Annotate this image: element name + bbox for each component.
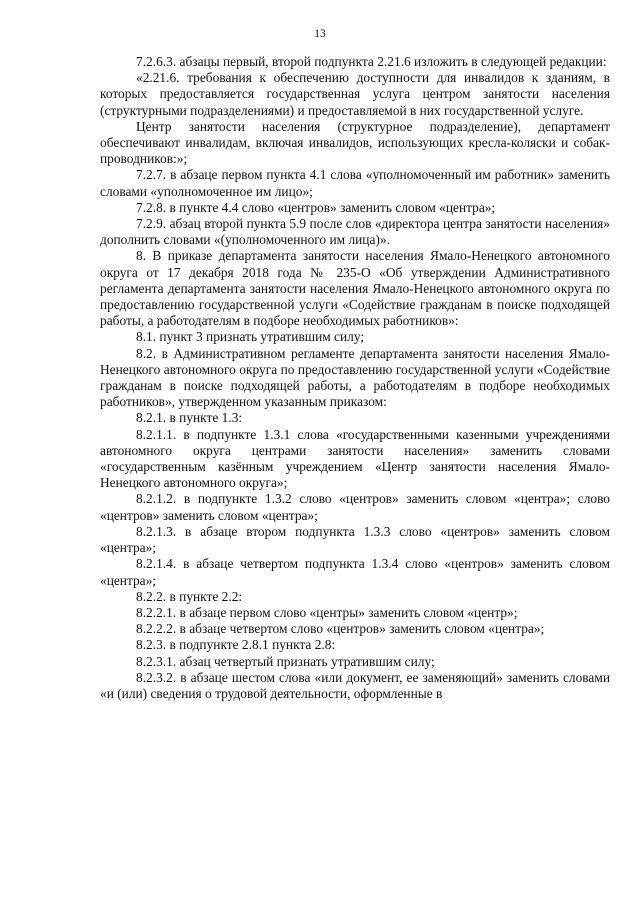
paragraph-employment-center: Центр занятости населения (структурное подразделение), департамент обеспечивают инвалидам, включая инвалидов, использующих кресла-коляски и собак-проводников:»; [100,118,610,167]
paragraph-8-2-2-2: 8.2.2.2. в абзаце четвертом слово «центров» заменить словом «центра»; [136,621,545,637]
paragraph-8-2-1-1: 8.2.1.1. в подпункте 1.3.1 слова «государственными казенными учреждениями автономного округа центрами занятости населения» заменить словами «государственным казённым учреждением «Центр занятости населения Ямало-Ненецкого автономного округа»; [100,426,610,491]
paragraph-7-2-6-3: 7.2.6.3. абзацы первый, второй подпункта 2.21.6 изложить в следующей редакции: [136,54,607,69]
paragraph-8-2-3: 8.2.3. в подпункте 2.8.1 пункта 2.8: [136,637,336,653]
paragraph-8-2-2: 8.2.2. в пункте 2.2: [136,588,243,604]
paragraph-8-1: 8.1. пункт 3 признать утратившим силу; [136,329,365,345]
paragraph-8-2-3-2: 8.2.3.2. в абзаце шестом слова «или документ, ее заменяющий» заменить словами «и (или) сведения о трудовой деятельности, оформленные в [100,669,610,701]
paragraph-8-2-1-4: 8.2.1.4. в абзаце четвертом подпункта 1.3.4 слово «центров» заменить словом «центра»; [100,556,610,588]
paragraph-7-2-7: 7.2.7. в абзаце первом пункта 4.1 слова «уполномоченный им работник» заменить словами «уполномоченное им лицо»; [100,167,610,199]
paragraph-8-2-3-1: 8.2.3.1. абзац четвертый признать утратившим силу; [136,653,435,669]
document-body [100,54,610,702]
paragraph-2-21-6-quote: «2.21.6. требования к обеспечению доступности для инвалидов к зданиям, в которых предоставляется государственная услуга центром занятости населения (структурными подразделениями) и предоставляемой в них государственной услуге. [100,70,610,118]
paragraph-8: 8. В приказе департамента занятости населения Ямало-Ненецкого автономного округа от 17 декабря 2018 года № 235-О «Об утверждении Административного регламента департамента занятости населения Ямало-Ненецкого автономного округа по предоставлению государственной услуги «Содействие гражданам в поиске подходящей работы, а работодателям в подборе необходимых работников»: [100,248,610,329]
paragraph-8-2: 8.2. в Административном регламенте департамента занятости населения Ямало-Ненецкого автономного округа по предоставлению государственной услуги «Содействие гражданам в поиске подходящей работы, а работодателям в подборе необходимых работников», утвержденном указанным приказом: [100,345,610,410]
paragraph-8-2-1-3: 8.2.1.3. в абзаце втором подпункта 1.3.3 слово «центров» заменить словом «центра»; [100,523,610,556]
page-number: 13 [314,28,326,40]
paragraph-8-2-1: 8.2.1. в пункте 1.3: [136,410,243,426]
paragraph-8-2-2-1: 8.2.2.1. в абзаце первом слово «центры» заменить словом «центр»; [136,604,518,620]
paragraph-7-2-8: 7.2.8. в пункте 4.4 слово «центров» заменить словом «центра»; [136,199,496,215]
paragraph-7-2-9: 7.2.9. абзац второй пункта 5.9 после слов «директора центра занятости населения» дополнить словами «(уполномоченного им лица)». [100,216,610,248]
paragraph-8-2-1-2: 8.2.1.2. в подпункте 1.3.2 слово «центров» заменить словом «центра»; слово «центров» заменить словом «центра»; [100,491,610,523]
